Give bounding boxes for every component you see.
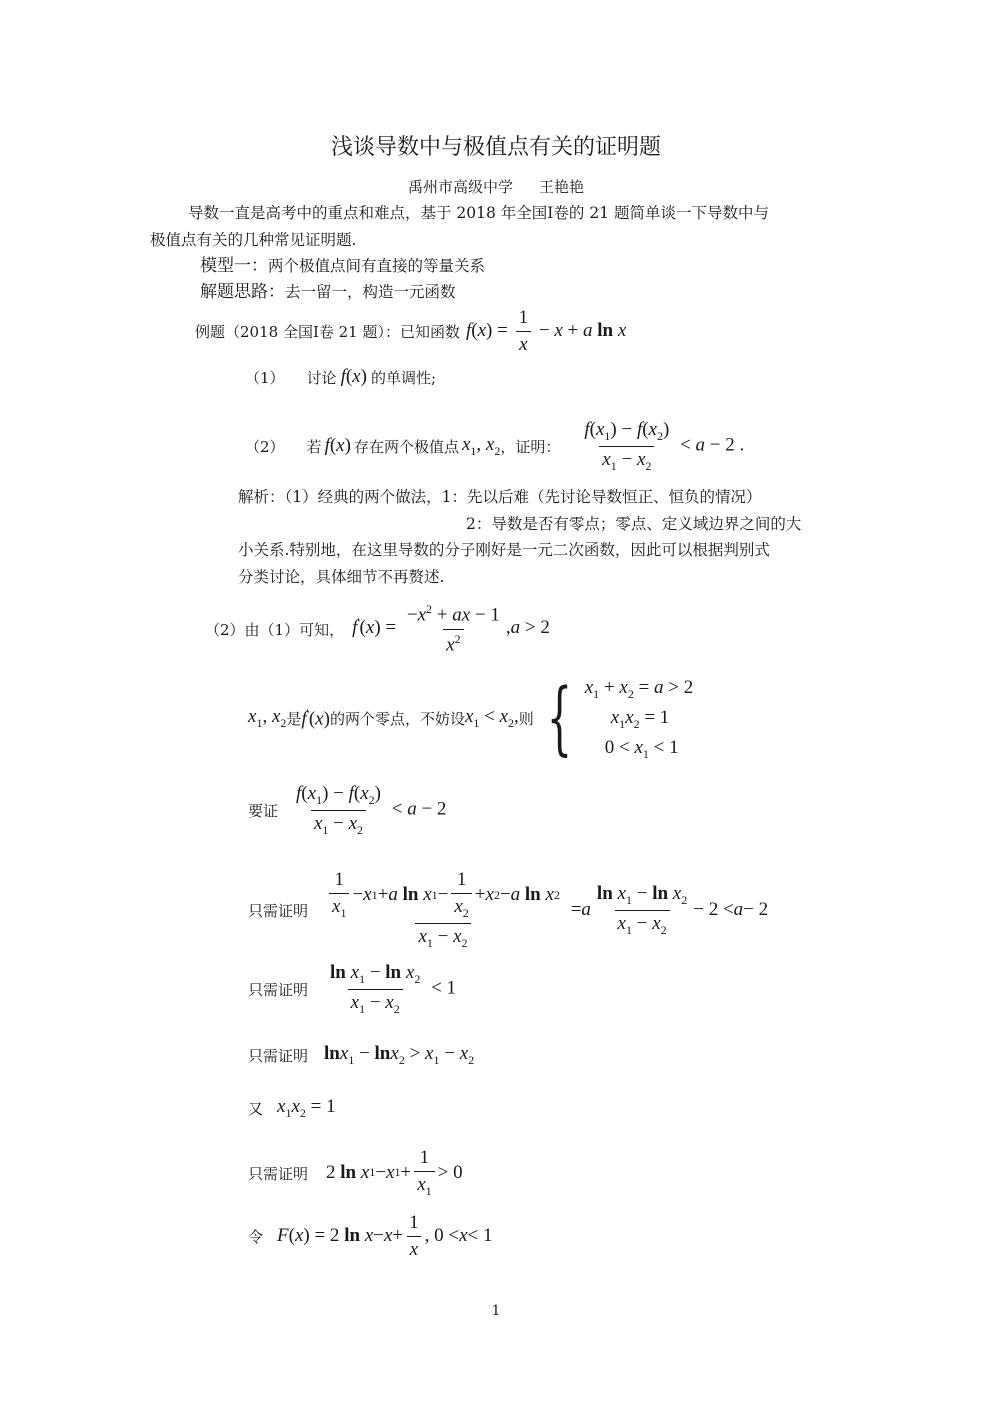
let-label: 令 — [248, 1227, 264, 1246]
q1-number: （1） — [245, 368, 285, 387]
model-label: 模型一： — [200, 256, 268, 276]
example-statement — [195, 306, 626, 356]
step2-derivative — [205, 603, 550, 655]
analysis-line-2: 2：导数是否有零点；零点、定义域边界之间的大 — [466, 515, 802, 533]
q2-mid: 存在两个极值点 — [353, 437, 459, 456]
only-prove-formula-4: 2 ln x 1 − x 1 + $\frac{1}{x_1}$ > 0 — [326, 1147, 463, 1198]
analysis-line-4: 分类讨论，具体细节不再赘述. — [238, 568, 445, 586]
zeros-system: $x_1 + x_2 = a > 2$ $x_1x_2 = 1$ $0 < x_1 < 1$ — [584, 677, 694, 761]
and-formula: $x_1x_2 = 1$ — [277, 1095, 336, 1120]
let-row — [248, 1208, 492, 1264]
author-school: 禹州市高级中学 — [407, 178, 513, 196]
question-2 — [245, 418, 744, 474]
step2-label: （2）由（1）可知， — [205, 620, 345, 639]
and-label: 又 — [248, 1099, 264, 1118]
q2-x1x2: $x_1$, $x_2$ — [461, 433, 501, 458]
only-prove-label-1: 只需证明 — [248, 901, 309, 920]
analysis-line-3: 小关系.特别地，在这里导数的分子刚好是一元二次函数，因此可以根据判别式 — [238, 541, 770, 559]
zeros-text-3: 则 — [518, 709, 534, 728]
model-text: 两个极值点间有直接的等量关系 — [268, 257, 486, 275]
only-prove-row-3 — [248, 1040, 474, 1070]
example-formula: f(x) = $\frac{1}{x}$ − x + a ln x — [466, 306, 627, 355]
idea-heading — [200, 278, 456, 306]
only-prove-label-4: 只需证明 — [248, 1164, 309, 1183]
zeros-x1x2: $x_1$, $x_2$ — [248, 705, 287, 730]
need-prove-formula: $\frac{f(x_1) - f(x_2)}{x_1 - x_2}$ < a − 2 — [296, 782, 447, 837]
zeros-statement — [248, 672, 693, 764]
zeros-assume: $x_1 < x_2$, — [464, 705, 519, 730]
zeros-text-1: 是 — [286, 709, 302, 728]
author-name: 王艳艳 — [539, 178, 585, 196]
only-prove-label-2: 只需证明 — [248, 980, 309, 999]
only-prove-row-1 — [248, 856, 768, 964]
q1-pre: 讨论 — [306, 368, 337, 387]
example-label: 例题（2018 全国Ⅰ卷 21 题）：已知函数 — [195, 322, 460, 341]
question-1 — [245, 366, 436, 388]
model-heading — [200, 252, 485, 280]
intro-line-2: 极值点有关的几种常见证明题. — [150, 231, 357, 249]
let-formula: F ( x ) = 2 ln x − x + $\frac{1}{x}$ , 0 < x < 1 — [277, 1211, 493, 1260]
zeros-fprime: f'(x) — [301, 705, 330, 730]
q2-prove: ，证明： — [500, 437, 561, 456]
and-row — [248, 1093, 336, 1123]
only-prove-formula-2: $\frac{\ln x_1 - \ln x_2}{x_1 - x_2}$ < 1 — [330, 961, 457, 1016]
q2-inequality: $\frac{f(x_1) - f(x_2)}{x_1 - x_2}$ < a − 2 . — [584, 418, 745, 473]
need-prove-row — [248, 782, 446, 838]
need-prove-label: 要证 — [248, 801, 279, 820]
system-brace: { — [546, 671, 572, 764]
only-prove-row-4 — [248, 1146, 463, 1200]
author-line — [0, 176, 992, 197]
page-number: 1 — [491, 1303, 501, 1319]
q1-formula: f(x) — [340, 366, 367, 387]
only-prove-formula-1: $\frac{1}{x_1}$ − x 1 + a ln x 1 − $\frac{1}{x_2}$ + x 2 − a ln x 2 $x_1 - x_2$ = a $\frac{\ln x_1 - \ln x_2}{x_1 - x_2}$ − 2 < a − 2 — [320, 869, 768, 951]
q2-number: （2） — [245, 437, 285, 456]
page-title: 浅谈导数中与极值点有关的证明题 — [330, 135, 661, 160]
only-prove-label-3: 只需证明 — [248, 1046, 309, 1065]
derivative-formula: f'(x) = $\frac{-x^2 + ax - 1}{x^2}$ ,a > 2 — [352, 602, 550, 655]
only-prove-formula-3: $\ln x_1 - \ln x_2 > x_1 - x_2$ — [324, 1042, 475, 1067]
idea-text: 去一留一，构造一元函数 — [285, 283, 456, 301]
analysis-line-1: 解析：（1）经典的两个做法，1：先以后难（先讨论导数恒正、恒负的情况） — [238, 488, 762, 506]
zeros-text-2: 的两个零点，不妨设 — [329, 709, 465, 728]
only-prove-row-2 — [248, 960, 456, 1018]
idea-label: 解题思路： — [200, 282, 285, 302]
q2-pre: 若 — [306, 437, 322, 456]
q1-post: 的单调性; — [370, 368, 436, 387]
q2-fx: f(x) — [324, 435, 351, 456]
intro-line-1: 导数一直是高考中的重点和难点，基于 2018 年全国Ⅰ卷的 21 题简单谈一下导数中与 — [188, 204, 770, 222]
